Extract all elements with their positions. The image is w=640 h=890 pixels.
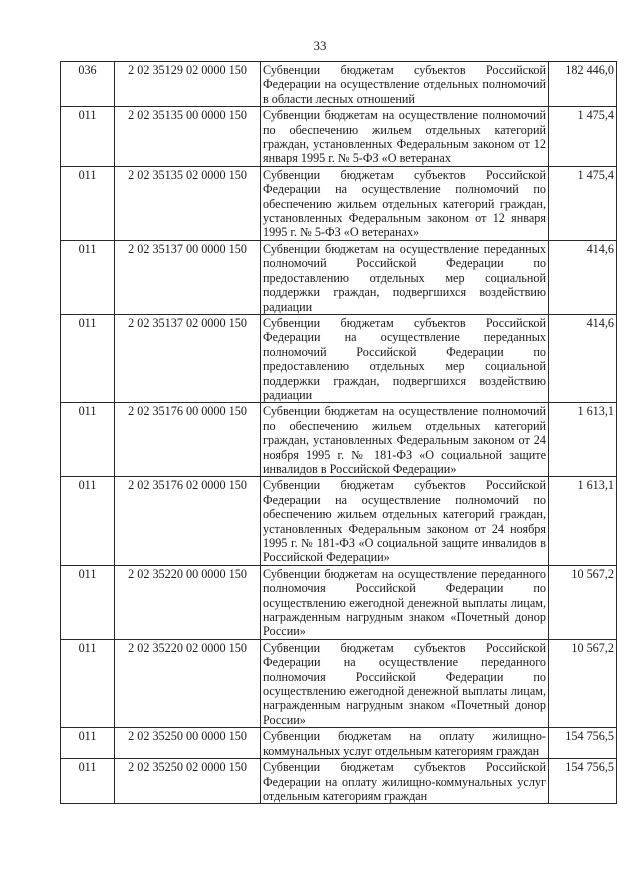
table-row <box>61 314 617 402</box>
admin-code-cell: 011 <box>61 728 115 759</box>
classifier-code-cell: 2 02 35250 02 0000 150 <box>115 759 261 804</box>
description-cell: Субвенции бюджетам на осуществление полномочий по обеспечению жильем отдельных категорий граждан, установленных Федеральным законом от 24 ноября 1995 г. № 181-ФЗ «О социальной защите инвалидов в Российской Федерации» <box>261 403 549 477</box>
table-row <box>61 728 617 759</box>
table-row <box>61 240 617 314</box>
description-cell: Субвенции бюджетам на осуществление полномочий по обеспечению жильем отдельных категорий граждан, установленных Федеральным законом от 12 января 1995 г. № 5-ФЗ «О ветеранах <box>261 107 549 167</box>
description-cell: Субвенции бюджетам субъектов Российской Федерации на осуществление переданных полномочий Российской Федерации по предоставлению отдельных мер социальной поддержки граждан, подвергшихся воздействию радиации <box>261 314 549 402</box>
table-row <box>61 166 617 240</box>
admin-code-cell: 011 <box>61 166 115 240</box>
classifier-code-cell: 2 02 35220 02 0000 150 <box>115 639 261 727</box>
table-row <box>61 565 617 639</box>
table-row <box>61 477 617 565</box>
classifier-code-cell: 2 02 35137 02 0000 150 <box>115 314 261 402</box>
classifier-code-cell: 2 02 35176 00 0000 150 <box>115 403 261 477</box>
table-row <box>61 759 617 804</box>
classifier-code-cell: 2 02 35129 02 0000 150 <box>115 62 261 107</box>
description-cell: Субвенции бюджетам на оплату жилищно-коммунальных услуг отдельным категориям граждан <box>261 728 549 759</box>
amount-cell: 10 567,2 <box>549 565 617 639</box>
amount-cell: 1 475,4 <box>549 166 617 240</box>
classifier-code-cell: 2 02 35250 00 0000 150 <box>115 728 261 759</box>
amount-cell: 182 446,0 <box>549 62 617 107</box>
description-cell: Субвенции бюджетам субъектов Российской Федерации на оплату жилищно-коммунальных услуг отдельным категориям граждан <box>261 759 549 804</box>
budget-table-body <box>61 62 617 804</box>
admin-code-cell: 011 <box>61 639 115 727</box>
admin-code-cell: 011 <box>61 107 115 167</box>
description-cell: Субвенции бюджетам субъектов Российской Федерации на осуществление отдельных полномочий в области лесных отношений <box>261 62 549 107</box>
description-cell: Субвенции бюджетам субъектов Российской Федерации на осуществление полномочий по обеспечению жильем отдельных категорий граждан, установленных Федеральным законом от 12 января 1995 г. № 5-ФЗ «О ветеранах» <box>261 166 549 240</box>
classifier-code-cell: 2 02 35220 00 0000 150 <box>115 565 261 639</box>
amount-cell: 1 613,1 <box>549 403 617 477</box>
table-row <box>61 62 617 107</box>
budget-table <box>60 61 617 804</box>
table-row <box>61 639 617 727</box>
table-row <box>61 403 617 477</box>
amount-cell: 10 567,2 <box>549 639 617 727</box>
admin-code-cell: 011 <box>61 477 115 565</box>
description-cell: Субвенции бюджетам на осуществление переданного полномочия Российской Федерации по осуществлению ежегодной денежной выплаты лицам, награжденным нагрудным знаком «Почетный донор России» <box>261 565 549 639</box>
table-row <box>61 107 617 167</box>
classifier-code-cell: 2 02 35137 00 0000 150 <box>115 240 261 314</box>
description-cell: Субвенции бюджетам субъектов Российской Федерации на осуществление переданного полномочия Российской Федерации по осуществлению ежегодной денежной выплаты лицам, награжденным нагрудным знаком «Почетный донор России» <box>261 639 549 727</box>
amount-cell: 154 756,5 <box>549 759 617 804</box>
admin-code-cell: 011 <box>61 403 115 477</box>
description-cell: Субвенции бюджетам субъектов Российской Федерации на осуществление полномочий по обеспечению жильем отдельных категорий граждан, установленных Федеральным законом от 24 ноября 1995 г. № 181-ФЗ «О социальной защите инвалидов в Российской Федерации» <box>261 477 549 565</box>
page-number: 33 <box>313 38 327 53</box>
admin-code-cell: 011 <box>61 314 115 402</box>
amount-cell: 154 756,5 <box>549 728 617 759</box>
admin-code-cell: 011 <box>61 240 115 314</box>
description-cell: Субвенции бюджетам на осуществление переданных полномочий Российской Федерации по предоставлению отдельных мер социальной поддержки граждан, подвергшихся воздействию радиации <box>261 240 549 314</box>
classifier-code-cell: 2 02 35176 02 0000 150 <box>115 477 261 565</box>
admin-code-cell: 036 <box>61 62 115 107</box>
amount-cell: 414,6 <box>549 240 617 314</box>
amount-cell: 1 613,1 <box>549 477 617 565</box>
admin-code-cell: 011 <box>61 759 115 804</box>
amount-cell: 1 475,4 <box>549 107 617 167</box>
classifier-code-cell: 2 02 35135 02 0000 150 <box>115 166 261 240</box>
admin-code-cell: 011 <box>61 565 115 639</box>
classifier-code-cell: 2 02 35135 00 0000 150 <box>115 107 261 167</box>
amount-cell: 414,6 <box>549 314 617 402</box>
